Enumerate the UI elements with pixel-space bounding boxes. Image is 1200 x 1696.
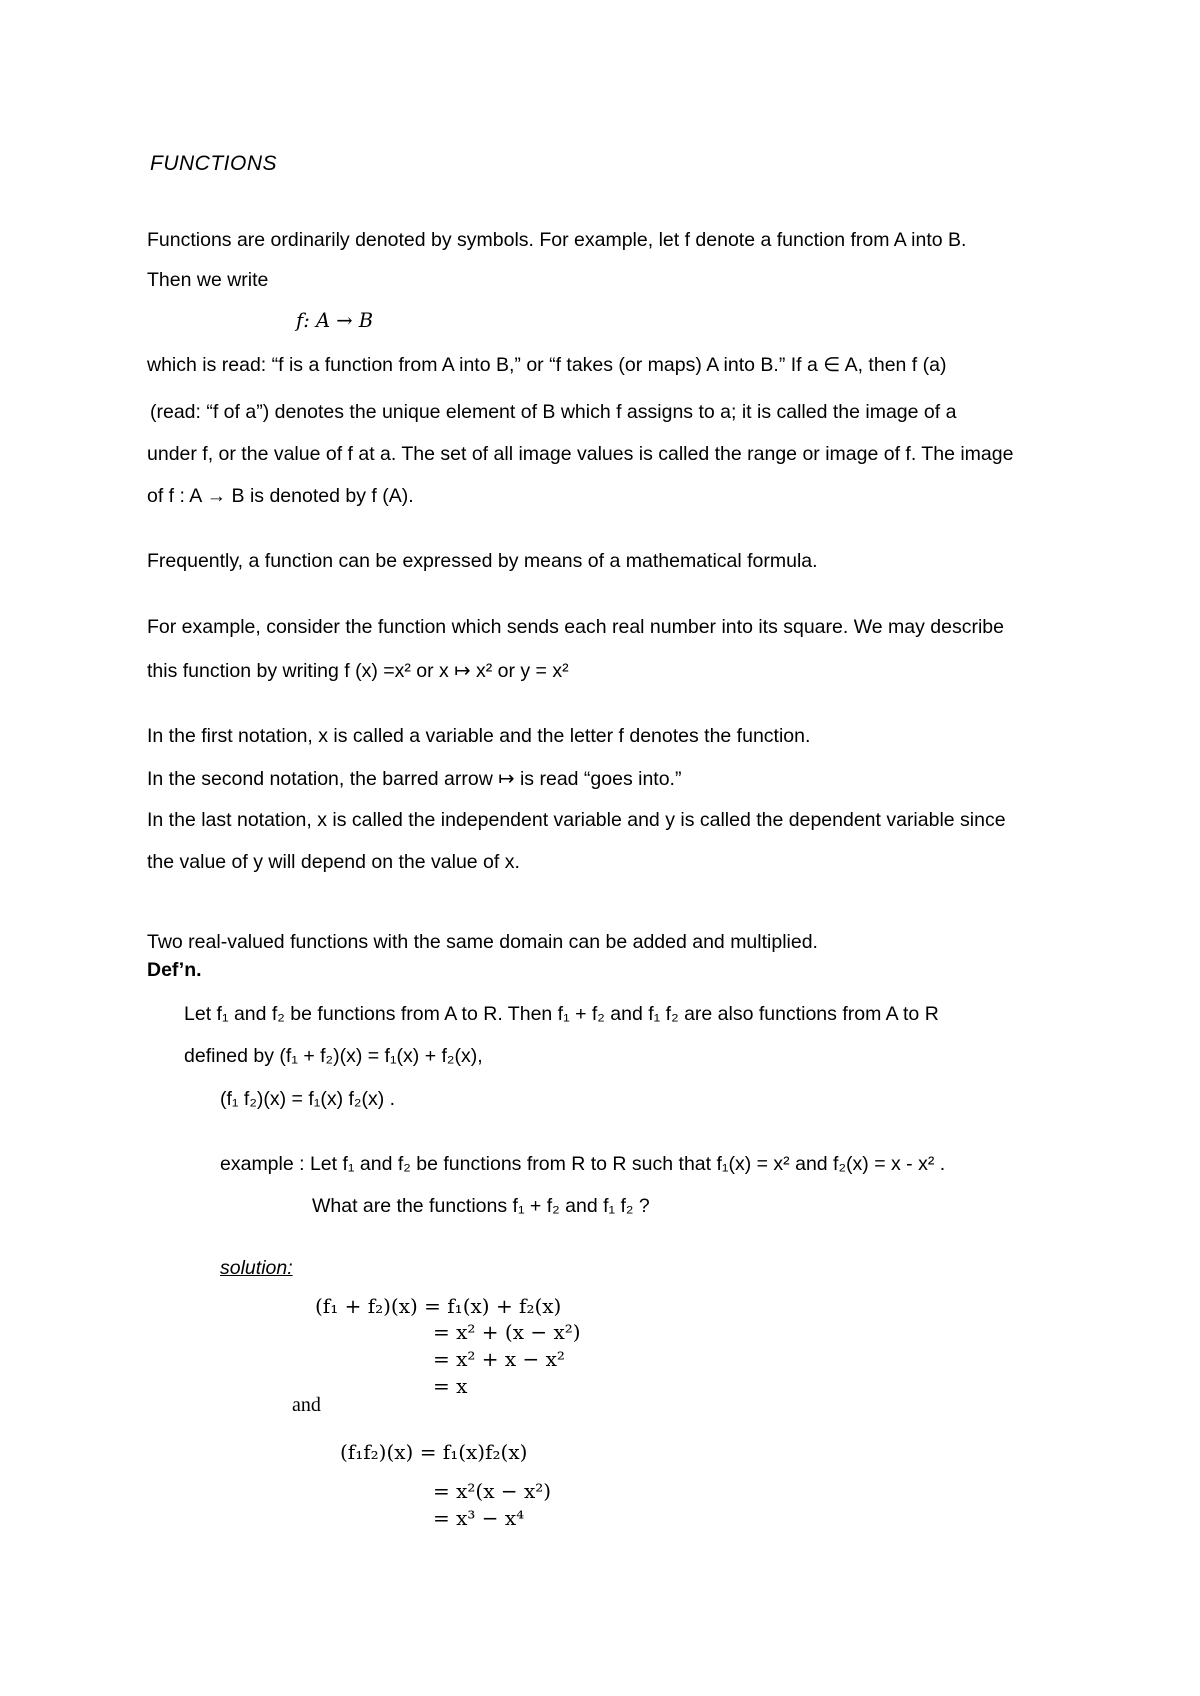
definition-line-2: defined by (f₁ + f₂)(x) = f₁(x) + f₂(x),	[184, 1045, 483, 1067]
paragraph-notation-3: In the last notation, x is called the independent variable and y is called the dependent variable since	[147, 809, 1006, 831]
solution-product-line-3: = x³ − x⁴	[433, 1506, 525, 1530]
paragraph-notation-4: the value of y will depend on the value of x.	[147, 851, 520, 873]
solution-product-line-2: = x²(x − x²)	[433, 1479, 552, 1503]
solution-sum-line-4: = x	[433, 1374, 468, 1398]
example-statement: example : Let f₁ and f₂ be functions from R to R such that f₁(x) = x² and f₂(x) = x - x² .	[220, 1153, 946, 1175]
and-connector: and	[292, 1394, 321, 1416]
solution-sum-line-1: (f₁ + f₂)(x) = f₁(x) + f₂(x)	[315, 1294, 562, 1318]
solution-sum-line-2: = x² + (x − x²)	[433, 1320, 581, 1344]
paragraph-intro: Functions are ordinarily denoted by symbols. For example, let f denote a function from A into B.	[147, 229, 967, 251]
paragraph-example-1: For example, consider the function which sends each real number into its square. We may describe	[147, 616, 1004, 638]
definition-line-1: Let f₁ and f₂ be functions from A to R. Then f₁ + f₂ and f₁ f₂ are also functions from A to R	[184, 1003, 939, 1025]
paragraph-intro-cont: Then we write	[147, 269, 269, 291]
page-title: FUNCTIONS	[150, 152, 277, 175]
solution-label: solution:	[220, 1257, 293, 1279]
notation-function: f: A → B	[296, 309, 374, 332]
paragraph-read-1: which is read: “f is a function from A into B,” or “f takes (or maps) A into B.” If a ∈ A, then f (a)	[147, 354, 947, 376]
example-question: What are the functions f₁ + f₂ and f₁ f₂ ?	[312, 1195, 650, 1217]
paragraph-add-multiply: Two real-valued functions with the same domain can be added and multiplied.	[147, 931, 818, 953]
paragraph-example-2: this function by writing f (x) =x² or x ↦ x² or y = x²	[147, 660, 569, 682]
paragraph-formula: Frequently, a function can be expressed by means of a mathematical formula.	[147, 550, 818, 572]
paragraph-read-4: of f : A → B is denoted by f (A).	[147, 485, 414, 507]
paragraph-read-2: (read: “f of a”) denotes the unique element of B which f assigns to a; it is called the image of a	[150, 401, 957, 423]
solution-sum-line-3: = x² + x − x²	[433, 1347, 565, 1371]
solution-product-line-1: (f₁f₂)(x) = f₁(x)f₂(x)	[340, 1440, 528, 1464]
paragraph-read-3: under f, or the value of f at a. The set of all image values is called the range or image of f. The image	[147, 443, 1014, 465]
paragraph-notation-2: In the second notation, the barred arrow ↦ is read “goes into.”	[147, 768, 682, 790]
paragraph-notation-1: In the first notation, x is called a variable and the letter f denotes the function.	[147, 725, 811, 747]
definition-line-3: (f₁ f₂)(x) = f₁(x) f₂(x) .	[220, 1088, 396, 1110]
definition-heading: Def’n.	[147, 959, 202, 981]
